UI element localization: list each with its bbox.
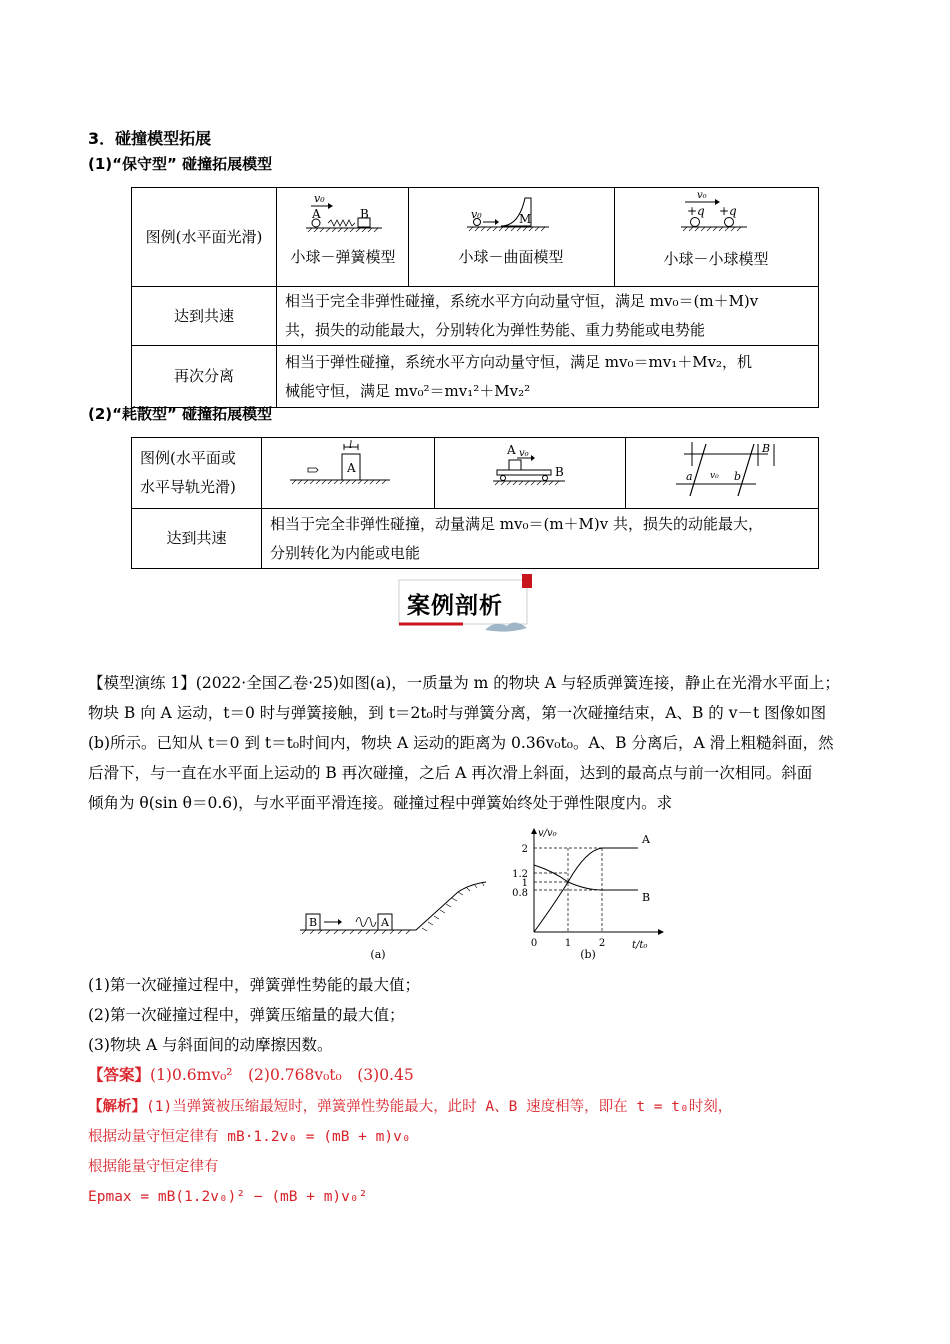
problem-line-2: 物块 B 向 A 运动，t＝0 时与弹簧接触，到 t＝2t₀时与弹簧分离，第一次碰撞结束，A、B 的 v－t 图像如图 (88, 704, 827, 722)
section-heading: 3．碰撞模型拓展 (88, 129, 212, 148)
cell-cosu-text-2: 相当于完全非弹性碰撞，动量满足 mv₀＝(m＋M)v 共，损失的动能最大， 分别转化为内能或电能 (262, 509, 819, 569)
figure-bullet-block (262, 438, 435, 509)
row-label-figure-2: 图例(水平面或 水平导轨光滑) (132, 438, 262, 509)
dissipative-model-table (131, 437, 819, 569)
rail-rods-diagram (626, 438, 818, 498)
ball-a-label: A (311, 207, 321, 221)
problem-line-5: 倾角为 θ(sin θ＝0.6)，与水平面平滑连接。碰撞过程中弹簧始终处于弹性限度内。求 (88, 794, 673, 812)
rod-b-label: b (734, 470, 742, 483)
subheading-conservative: (1)“保守型” 碰撞拓展模型 (88, 155, 273, 173)
curve-a-label: A (642, 833, 650, 846)
fig-a-block-b: B (309, 916, 318, 929)
row-label-cosu-2: 达到共速 (132, 509, 262, 569)
figure-ball-ball (614, 188, 818, 287)
caption-ball-curve: 小球－曲面模型 (458, 248, 564, 266)
caption-ball-ball: 小球－小球模型 (663, 250, 769, 268)
figure-rail-rods (626, 438, 819, 509)
ball-curve-diagram (409, 188, 614, 276)
svg-text:v₀: v₀ (470, 208, 482, 221)
curve-b-label: B (642, 891, 651, 904)
problem-line-1: 【模型演练 1】(2022·全国乙卷·25)如图(a)，一质量为 m 的物块 A 与轻质弹簧连接，静止在光滑水平面上； (88, 674, 840, 692)
fig-a-block-a: A (381, 916, 389, 929)
v0-label: v₀ (313, 192, 325, 205)
question-2: (2)第一次碰撞过程中，弹簧压缩量的最大值； (88, 1006, 405, 1024)
case-analysis-banner (393, 574, 539, 634)
banner-title: 案例剖析 (407, 593, 503, 619)
fig-a-caption: (a) (370, 948, 386, 961)
caption-ball-spring: 小球－弹簧模型 (289, 248, 396, 266)
figure-a (298, 858, 488, 962)
figure-block-board (435, 438, 626, 509)
bullet-block-diagram (262, 438, 434, 498)
answer-text: (1)0.6mv₀² (2)0.768v₀t₀ (3)0.45 (150, 1066, 414, 1084)
ball-b-label: B (359, 207, 369, 221)
ytick-1: 1 (521, 878, 528, 889)
svg-text:B: B (555, 465, 564, 479)
block-a-label-2: A (347, 461, 356, 475)
block-m-label: M (518, 212, 532, 226)
chart-ylabel: v/v₀ (538, 828, 557, 839)
xtick-0: 0 (530, 938, 538, 949)
problem-line-4: 后滑下，与一直在水平面上运动的 B 再次碰撞，之后 A 再次滑上斜面，达到的最高点与前一次相同。斜面 (88, 764, 813, 782)
ytick-0-8: 0.8 (512, 888, 528, 899)
analysis-line-1: (1)当弹簧被压缩最短时，弹簧弹性势能最大，此时 A、B 速度相等，即在 t = t₀时刻， (146, 1099, 733, 1115)
svg-text:v₀: v₀ (710, 471, 719, 481)
questions (88, 970, 866, 1060)
analysis-line-3: 根据能量守恒定律有 (88, 1159, 219, 1175)
question-1: (1)第一次碰撞过程中，弹簧弹性势能的最大值； (88, 976, 420, 994)
xtick-2: 2 (598, 938, 606, 949)
ytick-1-2: 1.2 (512, 869, 528, 880)
answer-line (88, 1060, 866, 1090)
ball-spring-diagram (278, 188, 408, 276)
conservative-model-table (131, 187, 819, 408)
question-3: (3)物块 A 与斜面间的动摩擦因数。 (88, 1036, 333, 1054)
answer-label: 【答案】 (88, 1065, 151, 1084)
figure-b-vt-chart (508, 826, 668, 962)
analysis-label: 【解析】 (88, 1099, 146, 1115)
cell-fenli-text: 相当于弹性碰撞，系统水平方向动量守恒，满足 mv₀＝mv₁＋Mv₂，机 械能守恒，满足 mv₀²＝mv₁²＋Mv₂² (277, 346, 819, 408)
problem-line-3: (b)所示。已知从 t＝0 到 t＝t₀时间内，物块 A 运动的距离为 0.36v₀t₀。A、B 分离后，A 滑上粗糙斜面，然 (88, 734, 834, 752)
charge-label-1: +q (686, 204, 705, 218)
cell-cosu-text: 相当于完全非弹性碰撞，系统水平方向动量守恒，满足 mv₀＝(m＋M)v 共，损失的动能最大，分别转化为弹性势能、重力势能或电势能 (277, 287, 819, 346)
svg-text:A: A (507, 443, 516, 457)
subheading-dissipative: (2)“耗散型” 碰撞拓展模型 (88, 405, 273, 423)
charge-label-2: +q (718, 204, 737, 218)
svg-text:v₀: v₀ (519, 448, 529, 459)
analysis-line-2: 根据动量守恒定律有 mB·1.2v₀ = (mB + m)v₀ (88, 1129, 411, 1145)
svg-text:v₀: v₀ (696, 190, 707, 201)
field-b-label: B (762, 442, 771, 455)
ytick-2: 2 (521, 844, 528, 855)
figure-ball-spring (277, 188, 409, 287)
length-label: l (349, 440, 353, 451)
figure-ball-curve (408, 188, 614, 287)
chart-xlabel: t/t₀ (632, 940, 648, 951)
ball-ball-diagram (615, 188, 818, 276)
block-board-diagram (435, 438, 625, 498)
xtick-1: 1 (564, 938, 572, 949)
problem-statement (88, 668, 866, 818)
row-label-cosu: 达到共速 (132, 287, 277, 346)
analysis-line-4: Epmax = mB(1.2v₀)² − (mB + m)v₀² (88, 1189, 368, 1205)
fig-b-caption: (b) (580, 948, 596, 961)
row-label-figure: 图例(水平面光滑) (132, 188, 277, 287)
row-label-fenli: 再次分离 (132, 346, 277, 408)
analysis (88, 1092, 866, 1212)
rod-a-label: a (686, 470, 693, 483)
